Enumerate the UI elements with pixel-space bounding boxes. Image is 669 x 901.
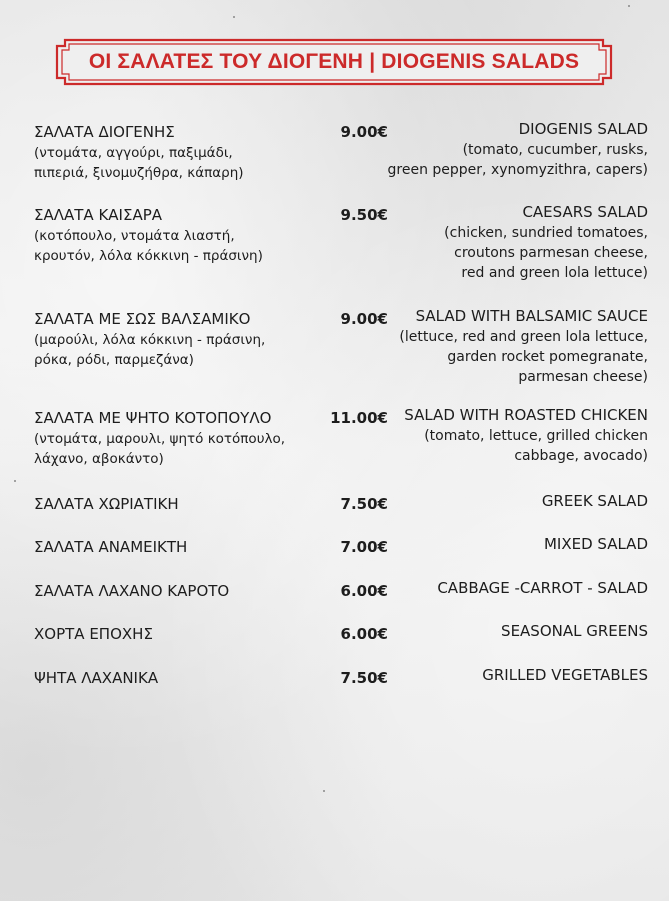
item-price: 7.00€ (340, 538, 388, 556)
item-name-greek: ΨΗΤΑ ΛΑΧΑΝΙΚΑ (34, 669, 159, 687)
item-name-english: SEASONAL GREENS (501, 622, 648, 640)
item-name-english: CABBAGE -CARROT - SALAD (437, 579, 648, 597)
item-price: 9.00€ (340, 310, 388, 328)
item-desc-english: (tomato, lettuce, grilled chicken cabbage, avocado) (424, 428, 648, 464)
item-price: 9.50€ (340, 206, 388, 224)
item-name-greek: ΣΑΛΑΤΑ ΛΑΧΑΝΟ ΚΑΡΟΤΟ (34, 582, 230, 600)
item-name-greek: ΣΑΛΑΤΑ ΧΩΡΙΑΤΙΚΗ (34, 495, 179, 513)
paper-speck (233, 16, 235, 18)
item-price: 7.50€ (340, 669, 388, 687)
paper-speck (14, 480, 16, 482)
item-desc-greek: (μαρούλι, λόλα κόκκινη - πράσινη, ρόκα, ρόδι, παρμεζάνα) (34, 332, 266, 368)
item-name-greek: ΣΑΛΑΤΑ ΚΑΙΣΑΡΑ (34, 206, 163, 224)
item-name-english: MIXED SALAD (543, 535, 648, 553)
item-price: 9.00€ (340, 123, 388, 141)
paper-speck (628, 5, 630, 7)
item-desc-greek: (ντομάτα, αγγούρι, παξιμάδι, πιπεριά, ξινομυζήθρα, κάπαρη) (34, 145, 244, 181)
item-desc-greek: (κοτόπουλο, ντομάτα λιαστή, κρουτόν, λόλα κόκκινη - πράσινη) (34, 228, 263, 264)
item-name-greek: ΣΑΛΑΤΑ ΔΙΟΓΕΝΗΣ (34, 123, 175, 141)
item-name-greek: ΣΑΛΑΤΑ ΜΕ ΨΗΤΟ ΚΟΤΟΠΟΥΛΟ (34, 409, 272, 427)
item-name-english: SALAD WITH ROASTED CHICKEN (404, 406, 648, 424)
item-price: 6.00€ (340, 582, 388, 600)
item-price: 11.00€ (330, 409, 388, 427)
item-name-english: DIOGENIS SALAD (518, 120, 648, 138)
item-name-greek: ΣΑΛΑΤΑ ΑΝΑΜΕΙΚΤΗ (34, 538, 188, 556)
item-name-english: CAESARS SALAD (522, 203, 648, 221)
item-name-english: GREEK SALAD (541, 492, 648, 510)
paper-speck (323, 790, 325, 792)
item-name-english: SALAD WITH BALSAMIC SAUCE (415, 307, 648, 325)
item-name-english: GRILLED VEGETABLES (482, 666, 648, 684)
item-name-greek: ΣΑΛΑΤΑ ΜΕ ΣΩΣ ΒΑΛΣΑΜΙΚΟ (34, 310, 251, 328)
item-desc-english: (chicken, sundried tomatoes, croutons parmesan cheese, red and green lola lettuce) (444, 225, 648, 281)
item-name-greek: ΧΟΡΤΑ ΕΠΟΧΗΣ (34, 625, 153, 643)
item-desc-english: (lettuce, red and green lola lettuce, garden rocket pomegranate, parmesan cheese) (399, 329, 648, 385)
item-price: 6.00€ (340, 625, 388, 643)
page-title: ΟΙ ΣΑΛΑΤΕΣ ΤΟΥ ΔΙΟΓΕΝΗ | DIOGENIS SALADS (88, 50, 580, 73)
item-desc-greek: (ντομάτα, μαρουλι, ψητό κοτόπουλο, λάχανο, αβοκάντο) (34, 431, 286, 467)
item-desc-english: (tomato, cucumber, rusks, green pepper, xynomyzithra, capers) (387, 142, 648, 178)
item-price: 7.50€ (340, 495, 388, 513)
